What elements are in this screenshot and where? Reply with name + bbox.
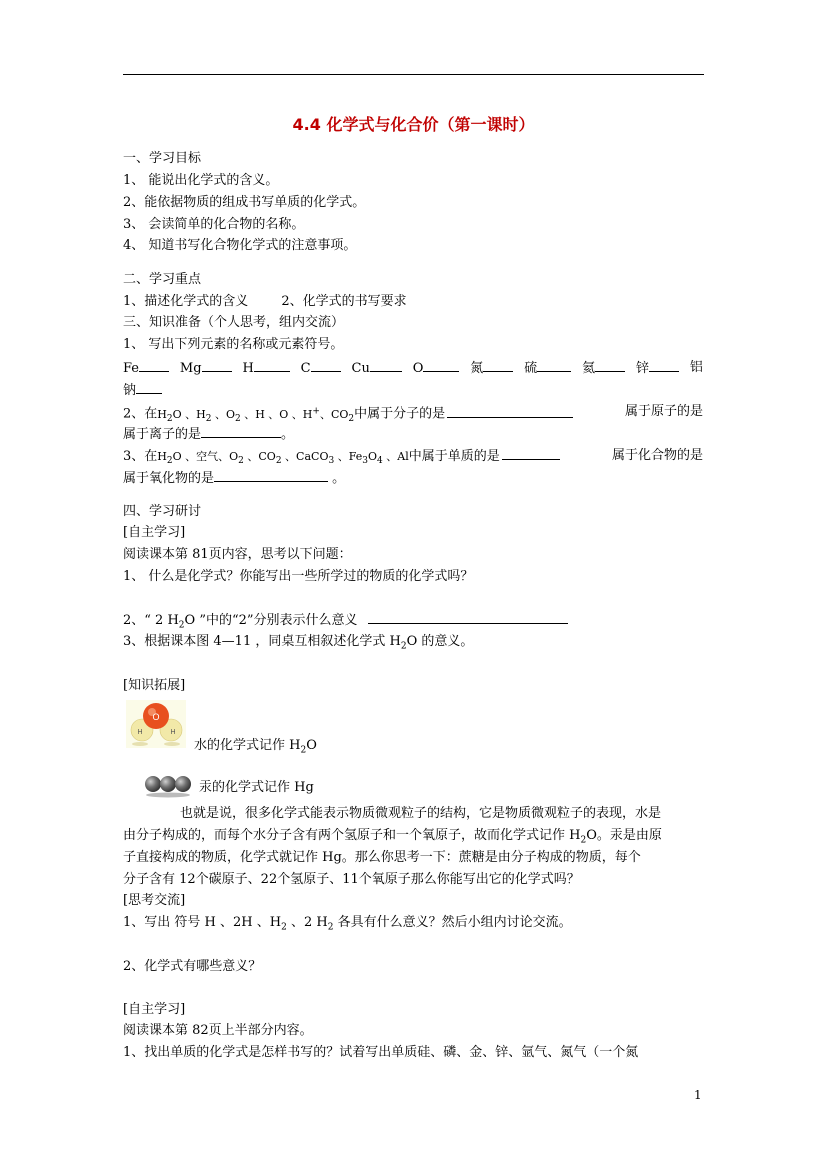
mercury-formula-caption: 汞的化学式记作 Hg <box>199 780 314 795</box>
think-label: [思考交流] <box>123 893 186 908</box>
question-2-line: 2、在$H_2O$ 、$H_2$ 、$O_2$ 、H 、O 、H+、$CO_2$中属于分子的是 属于原子的是 <box>123 404 703 424</box>
answer-blank[interactable] <box>368 610 568 624</box>
objective-3: 3、 会读简单的化合物的名称。 <box>123 217 305 232</box>
svg-text:H: H <box>137 729 143 736</box>
question-3-line: 3、在$H_2O$ 、空气、$O_2$ 、$CO_2$ 、CaCO$_3$ 、$Fe_3O_4$ 、Al中属于单质的是 属于化合物的是 <box>123 448 703 467</box>
paragraph-line-2: 由分子构成的，而每个水分子含有两个氢原子和一个氧原子，故而化学式记作 $H_2O$。汞是由原 <box>123 828 662 846</box>
section-2-heading: 二、学习重点 <box>123 272 202 287</box>
mercury-atom <box>145 776 161 792</box>
svg-text:O: O <box>152 712 160 722</box>
paragraph-line-3: 子直接构成的物质，化学式就记作 Hg。那么你思考一下：蔗糖是由分子构成的物质，每个 <box>123 850 641 865</box>
think-question-2: 2、化学式有哪些意义？ <box>123 959 262 974</box>
answer-blank[interactable] <box>214 468 328 482</box>
element-item: 铝 <box>689 360 703 375</box>
element-item: O <box>413 358 460 378</box>
answer-blank[interactable] <box>370 358 402 372</box>
paragraph-line-1: 也就是说，很多化学式能表示物质微观粒子的结构，它是物质微观粒子的表现，水是 <box>180 806 662 821</box>
mercury-atom <box>160 776 176 792</box>
header-rule <box>123 74 704 75</box>
answer-blank[interactable] <box>537 358 571 372</box>
objective-4: 4、 知道书写化合物化学式的注意事项。 <box>123 238 357 253</box>
answer-blank[interactable] <box>423 358 459 372</box>
mercury-atoms-image <box>145 772 191 798</box>
answer-blank[interactable] <box>136 380 162 394</box>
water-formula-caption: 水的化学式记作 $H_2O$ <box>194 738 317 756</box>
svg-text:H: H <box>170 729 176 736</box>
read-instruction: 阅读课本第 81页内容，思考以下问题： <box>123 547 352 562</box>
mercury-atom <box>175 776 191 792</box>
element-item: 氮 <box>470 358 513 378</box>
answer-blank[interactable] <box>201 424 281 438</box>
answer-blank[interactable] <box>447 404 573 418</box>
answer-blank[interactable] <box>595 358 625 372</box>
element-item: C <box>301 358 341 378</box>
study-question-1: 1、 什么是化学式？你能写出一些所学过的物质的化学式吗？ <box>123 569 474 584</box>
self-study-label: [自主学习] <box>123 525 186 540</box>
section-4-heading: 四、学习研讨 <box>123 504 202 519</box>
expand-label: [知识拓展] <box>123 678 186 693</box>
section-3-heading: 三、知识准备（个人思考，组内交流） <box>123 315 345 330</box>
page-title: 4.4 化学式与化合价（第一课时） <box>292 115 535 134</box>
paragraph-line-4: 分子含有 12个碳原子、22个氢原子、11个氧原子那么你能写出它的化学式吗？ <box>123 872 580 887</box>
question-2-line2: 属于离子的是 。 <box>123 424 294 444</box>
objective-2: 2、能依据物质的组成书写单质的化学式。 <box>123 195 366 210</box>
formula-question-1: 1、找出单质的化学式是怎样书写的？试着写出单质硅、磷、金、锌、氩气、氮气（一个氮 <box>123 1045 639 1060</box>
element-blanks-row <box>123 358 703 378</box>
section-1-heading: 一、学习目标 <box>123 151 202 166</box>
element-item: Cu <box>352 358 402 378</box>
study-question-2: 2、“ 2 $H_2O$ ”中的“2”分别表示什么意义 <box>123 610 568 636</box>
key-points: 1、描述化学式的含义 2、化学式的书写要求 <box>123 294 407 309</box>
question-3-line2: 属于氧化物的是 。 <box>123 468 345 488</box>
study-question-3: 3、根据课本图 4—11 ，同桌互相叙述化学式 $H_2O$ 的意义。 <box>123 634 474 652</box>
answer-blank[interactable] <box>139 358 169 372</box>
question-elements: 1、 写出下列元素的名称或元素符号。 <box>123 337 344 352</box>
water-molecule-image <box>126 700 186 748</box>
think-question-1: 1、写出 符号 H 、2H 、$H_2$ 、2 $H_2$ 各具有什么意义？然后小组内讨论交流。 <box>123 915 572 933</box>
objective-1: 1、 能说出化学式的含义。 <box>123 173 279 188</box>
answer-blank[interactable] <box>202 358 232 372</box>
answer-blank[interactable] <box>254 358 290 372</box>
self-study-label-2: [自主学习] <box>123 1002 186 1017</box>
answer-blank[interactable] <box>502 446 560 460</box>
element-blank-last: 钠 <box>123 380 162 400</box>
element-item: Mg <box>180 358 232 378</box>
read-instruction-2: 阅读课本第 82页上半部分内容。 <box>123 1023 313 1038</box>
element-item: Fe <box>123 358 169 378</box>
page-number: 1 <box>694 1088 702 1102</box>
element-item: 锌 <box>636 358 679 378</box>
answer-blank[interactable] <box>483 358 513 372</box>
element-item: 氦 <box>582 358 625 378</box>
element-item: H <box>242 358 289 378</box>
element-item: 硫 <box>524 358 571 378</box>
answer-blank[interactable] <box>649 358 679 372</box>
answer-blank[interactable] <box>311 358 341 372</box>
